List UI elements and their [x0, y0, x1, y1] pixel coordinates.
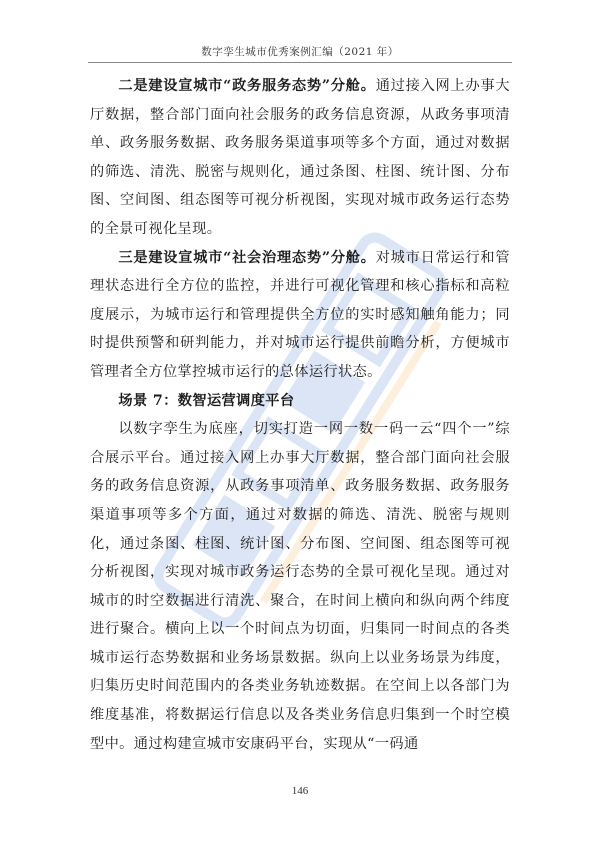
paragraph-text: 通过接入网上办事大厅数据，整合部门面向社会服务的政务信息资源，从政务事项清单、政务服务数据、政务服务渠道事项等多个方面，通过对数据的筛选、清洗、脱密与规则化，通过条图、柱图、统计图、分布图、空间图、组态图等可视分析视图，实现对城市政务运行态势的全景可视化呈现。 [90, 78, 510, 237]
paragraph-text: 对城市日常运行和管理状态进行全方位的监控，并进行可视化管理和核心指标和高粒度展示，为城市运行和管理提供全方位的实时感知触角能力；同时提供预警和研判能力，并对城市运行提供前瞻分析，方便城市管理者全方位掌控城市运行的总体运行状态。 [90, 249, 510, 380]
paragraph-lead: 二是建设宣城市“政务服务态势”分舱。 [118, 78, 376, 94]
paragraph-social-governance [90, 244, 510, 387]
body-paragraph: 以数字孪生为底座，切实打造一网一数一码一云“四个一”综合展示平台。通过接入网上办事大厅数据，整合部门面向社会服务的政务信息资源，从政务事项清单、政务服务数据、政务服务渠道事项等多个方面，通过对数据的筛选、清洗、脱密与规则化，通过条图、柱图、统计图、分布图、空间图、组态图等可视分析视图，实现对城市政务运行态势的全景可视化呈现。通过对城市的时空数据进行清洗、聚合，在时间上横向和纵向两个纬度进行聚合。横向上以一个时间点为切面，归集同一时间点的各类城市运行态势数据和业务场景数据。纵向上以业务场景为纬度，归集历史时间范围内的各类业务轨迹数据。在空间上以各部门为维度基准，将数据运行信息以及各类业务信息归集到一个时空模型中。通过构建宣城市安康码平台，实现从“一码通 [90, 421, 510, 752]
paragraph-government-services [90, 72, 510, 244]
page-number: 146 [291, 785, 309, 797]
paragraph-lead: 三是建设宣城市“社会治理态势”分舱。 [118, 249, 376, 266]
page-content [90, 72, 510, 758]
header-rule [88, 62, 512, 63]
section-heading: 场景 7：数智运营调度平台 [118, 392, 295, 409]
running-header: 数字孪生城市优秀案例汇编（2021 年） [201, 46, 399, 58]
